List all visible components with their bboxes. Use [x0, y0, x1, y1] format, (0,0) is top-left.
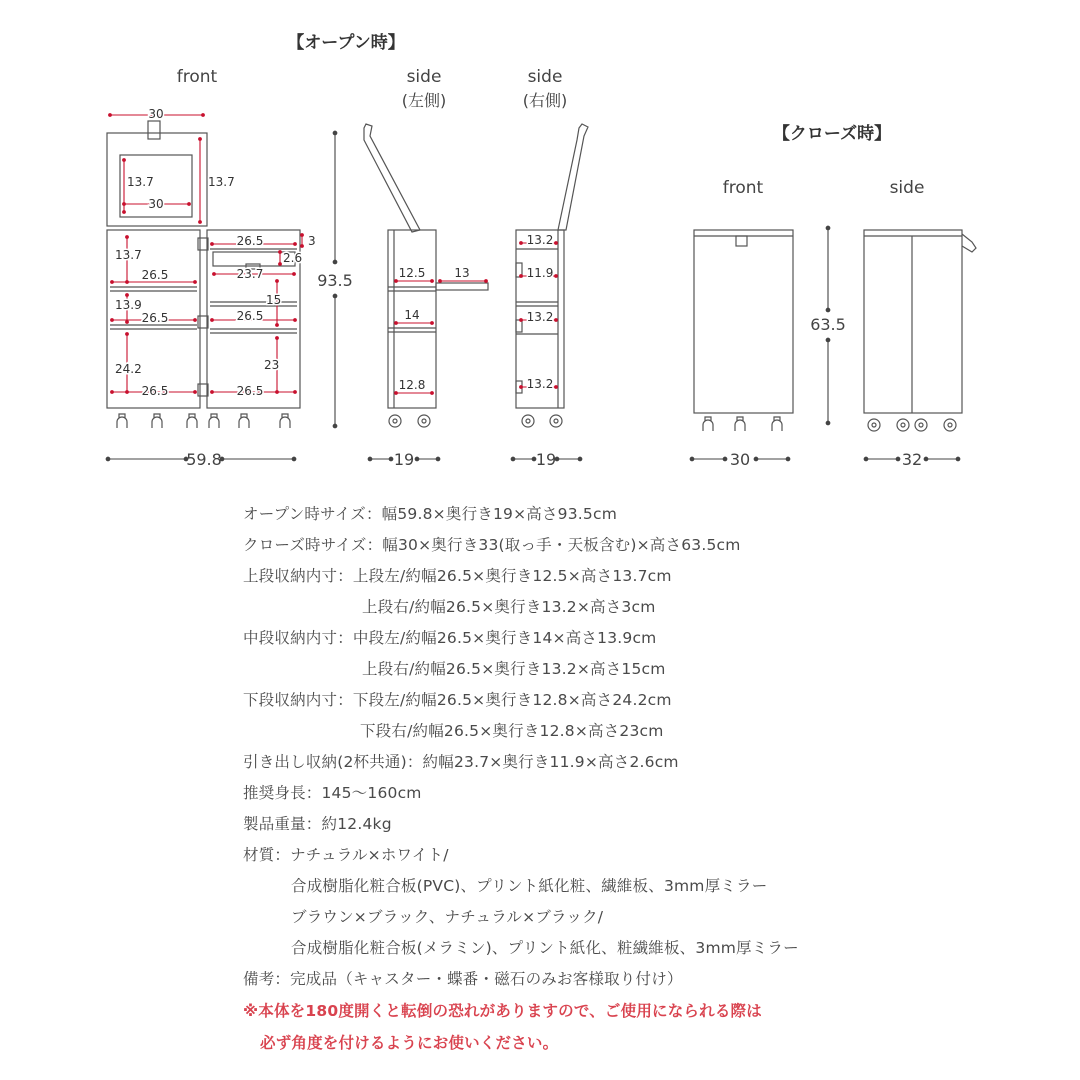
dim-low-left-h: 24.2 — [115, 362, 142, 376]
close-side-label: side — [889, 178, 925, 198]
spec-low-left: 下段収納内寸：下段左/約幅26.5×奥行き12.8×高さ24.2cm — [243, 691, 672, 709]
spec-material-4: 合成樹脂化粧合板(メラミン)、プリント紙化、粧繊維板、3mm厚ミラー — [291, 939, 799, 957]
spec-open-size: オープン時サイズ：幅59.8×奥行き19×高さ93.5cm — [243, 505, 618, 523]
dim-low-left-w: 26.5 — [141, 384, 169, 398]
spec-weight: 製品重量：約12.4kg — [243, 815, 392, 833]
dim-mirror-height: 13.7 — [127, 175, 154, 189]
dim-side-right-drawer: 11.9 — [526, 266, 554, 280]
open-side-left-label: side — [406, 67, 442, 87]
dim-mid-right-w: 26.5 — [236, 309, 264, 323]
dim-total-width: 59.8 — [186, 450, 222, 469]
spec-list — [0, 498, 1080, 1068]
open-front-casters — [117, 414, 290, 428]
dim-side-left-upper: 12.5 — [398, 266, 426, 280]
dimension-diagram — [0, 0, 1080, 480]
dim-low-right-w: 26.5 — [236, 384, 264, 398]
open-side-right-dimension-labels — [527, 233, 554, 391]
dim-side-right-mid: 13.2 — [526, 310, 554, 324]
open-side-left-sub: (左側) — [401, 91, 447, 110]
open-side-right-sub: (右側) — [522, 91, 568, 110]
dim-upper-left-w: 26.5 — [141, 268, 169, 282]
dim-upper-left-h: 13.7 — [115, 248, 142, 262]
open-title: 【オープン時】 — [287, 33, 405, 53]
dim-mid-right-h: 15 — [266, 293, 282, 307]
dim-side-right-upper: 13.2 — [526, 233, 554, 247]
dim-lid-height: 13.7 — [208, 175, 235, 189]
spec-upper-left: 上段収納内寸：上段左/約幅26.5×奥行き12.5×高さ13.7cm — [243, 567, 672, 585]
dim-side-left-drawer: 13 — [454, 266, 470, 280]
dim-upper-right-w: 26.5 — [236, 234, 264, 248]
spec-mid-left: 中段収納内寸：中段左/約幅26.5×奥行き14×高さ13.9cm — [243, 629, 657, 647]
dim-drawer-h: 2.6 — [283, 251, 303, 265]
spec-material-2: 合成樹脂化粧合板(PVC)、プリント紙化粧、繊維板、3mm厚ミラー — [291, 877, 768, 895]
dim-side-right-low: 13.2 — [526, 377, 554, 391]
spec-upper-right: 上段右/約幅26.5×奥行き13.2×高さ3cm — [362, 598, 656, 616]
dim-low-right-h: 23 — [264, 358, 280, 372]
dim-side-left-mid: 14 — [404, 308, 420, 322]
spec-close-size: クローズ時サイズ：幅30×奥行き33(取っ手・天板含む)×高さ63.5cm — [243, 536, 741, 554]
dim-side-left-width: 19 — [393, 450, 415, 469]
dim-close-height: 63.5 — [810, 315, 846, 334]
close-front-label: front — [722, 178, 764, 198]
dim-side-left-low: 12.8 — [398, 378, 426, 392]
dim-mid-left-w: 26.5 — [141, 311, 169, 325]
open-side-left-dimension-lines — [396, 281, 486, 393]
dim-side-right-width: 19 — [535, 450, 557, 469]
spec-height: 推奨身長：145〜160cm — [243, 784, 422, 802]
spec-low-right: 下段右/約幅26.5×奥行き12.8×高さ23cm — [360, 722, 664, 740]
dim-mid-left-h: 13.9 — [115, 298, 142, 312]
spec-material: 材質：ナチュラル×ホワイト/ — [243, 846, 449, 864]
dim-upper-right-h: 3 — [308, 234, 316, 248]
open-side-right-label: side — [527, 67, 563, 87]
overall-dimension-lines — [108, 133, 958, 459]
warning-line-2: 必ず角度を付けるようにお使いください。 — [260, 1034, 559, 1052]
spec-mid-right: 上段右/約幅26.5×奥行き13.2×高さ15cm — [362, 660, 666, 678]
dim-mirror-width: 30 — [148, 197, 164, 211]
open-side-left-dimension-labels — [399, 266, 470, 392]
spec-material-3: ブラウン×ブラック、ナチュラル×ブラック/ — [291, 908, 604, 926]
close-front-drawing — [694, 230, 793, 431]
dim-close-side-width: 32 — [901, 450, 923, 469]
close-title: 【クローズ時】 — [772, 124, 892, 144]
close-side-drawing — [864, 230, 976, 431]
dim-close-front-width: 30 — [729, 450, 751, 469]
open-front-label: front — [176, 67, 218, 87]
warning-line-1: ※本体を180度開くと転倒の恐れがありますので、ご使用になられる際は — [243, 1002, 762, 1020]
spec-note: 備考：完成品（キャスター・蝶番・磁石のみお客様取り付け） — [243, 970, 683, 988]
spec-drawer: 引き出し収納(2杯共通)：約幅23.7×奥行き11.9×高さ2.6cm — [243, 753, 679, 771]
dim-drawer-w: 23.7 — [236, 267, 264, 281]
dim-top-width: 30 — [148, 107, 164, 121]
overall-dimension-labels — [186, 271, 922, 469]
dim-total-height: 93.5 — [317, 271, 353, 290]
